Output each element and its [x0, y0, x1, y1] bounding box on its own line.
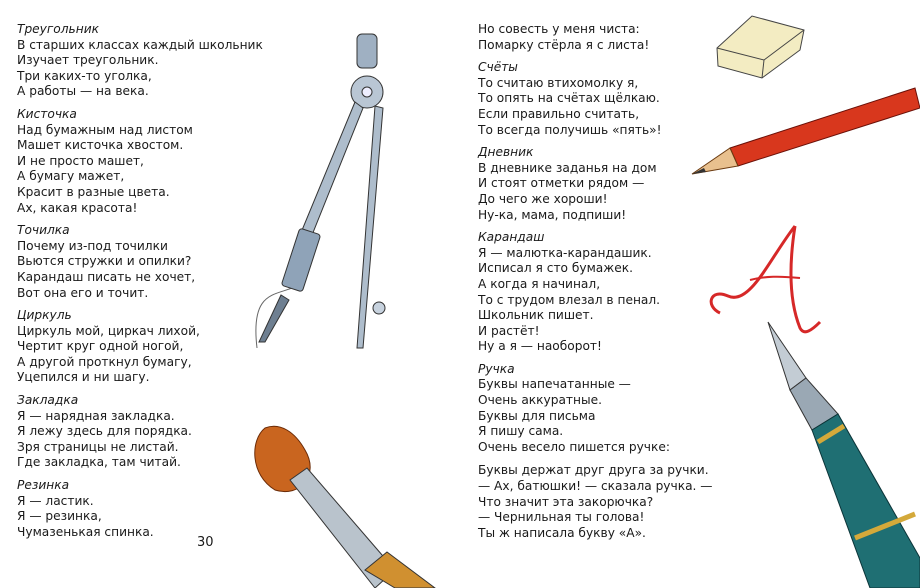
poem-line: Красит в разные цвета. [17, 184, 170, 199]
poem-line: И растёт! [478, 323, 540, 338]
poem-line: Буквы напечатанные — [478, 377, 631, 392]
poem-line: А когда я начинал, [478, 276, 601, 291]
poem-title: Закладка [17, 393, 79, 408]
poem-title: Кисточка [17, 106, 77, 121]
poem-line: А работы — на века. [17, 84, 149, 99]
poem-line: Машет кисточка хвостом. [17, 138, 184, 153]
intro-stanza [478, 22, 693, 53]
poem-title: Треугольник [17, 22, 99, 36]
poem-2 [17, 107, 252, 216]
poem-line: Я лежу здесь для порядка. [17, 424, 192, 439]
poem-4 [17, 308, 252, 386]
poem-line: Я пишу сама. [478, 424, 564, 439]
poem-line: Школьник пишет. [478, 308, 594, 323]
poem-line: Где закладка, там читай. [17, 455, 181, 470]
poem-5 [17, 393, 252, 471]
poem-line: И стоят отметки рядом — [478, 176, 645, 191]
paint-brush-icon [245, 420, 435, 588]
red-pencil-icon [690, 80, 920, 180]
poem-line: Уцепился и ни шагу. [17, 370, 150, 385]
poem-line: Чумазенькая спинка. [17, 524, 154, 539]
poem-line: Ну а я — наоборот! [478, 339, 602, 354]
fountain-pen-icon [760, 318, 920, 588]
poem-line: Но совесть у меня чиста: [478, 22, 640, 36]
poem-line: А бумагу мажет, [17, 169, 125, 184]
poem-line: А другой проткнул бумагу, [17, 354, 192, 369]
poem-title: Счёты [478, 60, 518, 75]
poem-line: Над бумажным над листом [17, 122, 193, 137]
poem-title: Циркуль [17, 308, 72, 323]
poem-line: Ну-ка, мама, подпиши! [478, 207, 627, 222]
poem-line: Карандаш писать не хочет, [17, 269, 196, 284]
poem-line: Циркуль мой, циркач лихой, [17, 323, 200, 338]
poem-line: Я — резинка, [17, 509, 102, 524]
poem-line: — Ах, батюшки! — сказала ручка. — [478, 479, 713, 494]
left-column [17, 22, 263, 547]
poem-line: Буквы держат друг друга за ручки. [478, 463, 709, 478]
poem-line: Ты ж написала букву «А». [478, 525, 646, 540]
poem-line: Если правильно считать, [478, 106, 640, 121]
poem-line: Три каких-то уголка, [17, 68, 152, 83]
eraser-icon [712, 10, 807, 80]
right-column [478, 22, 713, 548]
poem-line: Я — ластик. [17, 493, 94, 508]
poem-title: Точилка [17, 223, 70, 238]
poem-line: До чего же хороши! [478, 191, 608, 206]
stanza-gap [478, 455, 693, 463]
poem-line: И не просто машет, [17, 153, 144, 168]
poem-line: Вьются стружки и опилки? [17, 254, 192, 269]
poem-line: Очень аккуратные. [478, 393, 602, 408]
poem-line: Я — малютка-карандашик. [478, 245, 652, 260]
poem-line: Что значит эта закорючка? [478, 494, 654, 509]
poem-line: Изучает треугольник. [17, 53, 159, 68]
poem-line: То опять на счётах щёлкаю. [478, 91, 660, 106]
poem-line: Зря страницы не листай. [17, 439, 179, 454]
poem-line: В дневнике заданья на дом [478, 160, 657, 175]
poem-3 [17, 223, 252, 301]
poem-line: То с трудом влезал в пенал. [478, 292, 661, 307]
poem-line: То считаю втихомолку я, [478, 75, 639, 90]
poem-line: То всегда получишь «пять»! [478, 122, 662, 137]
poem-line: — Чернильная ты голова! [478, 510, 645, 525]
poem-title: Дневник [478, 145, 534, 160]
poem-1 [17, 22, 263, 100]
poem-line: Почему из-под точилки [17, 238, 168, 253]
poem-line: Исписал я сто бумажек. [478, 261, 633, 276]
poem-line: Буквы для письма [478, 408, 596, 423]
poem-line: Помарку стёрла я с листа! [478, 37, 650, 52]
poem-line: Я — нарядная закладка. [17, 408, 175, 423]
page-number: 30 [197, 535, 214, 550]
poem-2 [478, 145, 693, 223]
poem-line: Вот она его и точит. [17, 285, 149, 300]
compass-icon [245, 30, 405, 360]
poem-line: Чертит круг одной ногой, [17, 339, 184, 354]
poem-1 [478, 60, 693, 138]
poem-title: Карандаш [478, 230, 545, 245]
poem-3 [478, 230, 693, 355]
poem-line: Ах, какая красота! [17, 200, 138, 215]
poem-6 [17, 478, 252, 540]
poem-title: Резинка [17, 478, 70, 493]
poem-line: В старших классах каждый школьник [17, 37, 263, 52]
poem-4 [478, 361, 713, 542]
poem-title: Ручка [478, 361, 515, 376]
poem-line: Очень весело пишется ручке: [478, 439, 670, 454]
